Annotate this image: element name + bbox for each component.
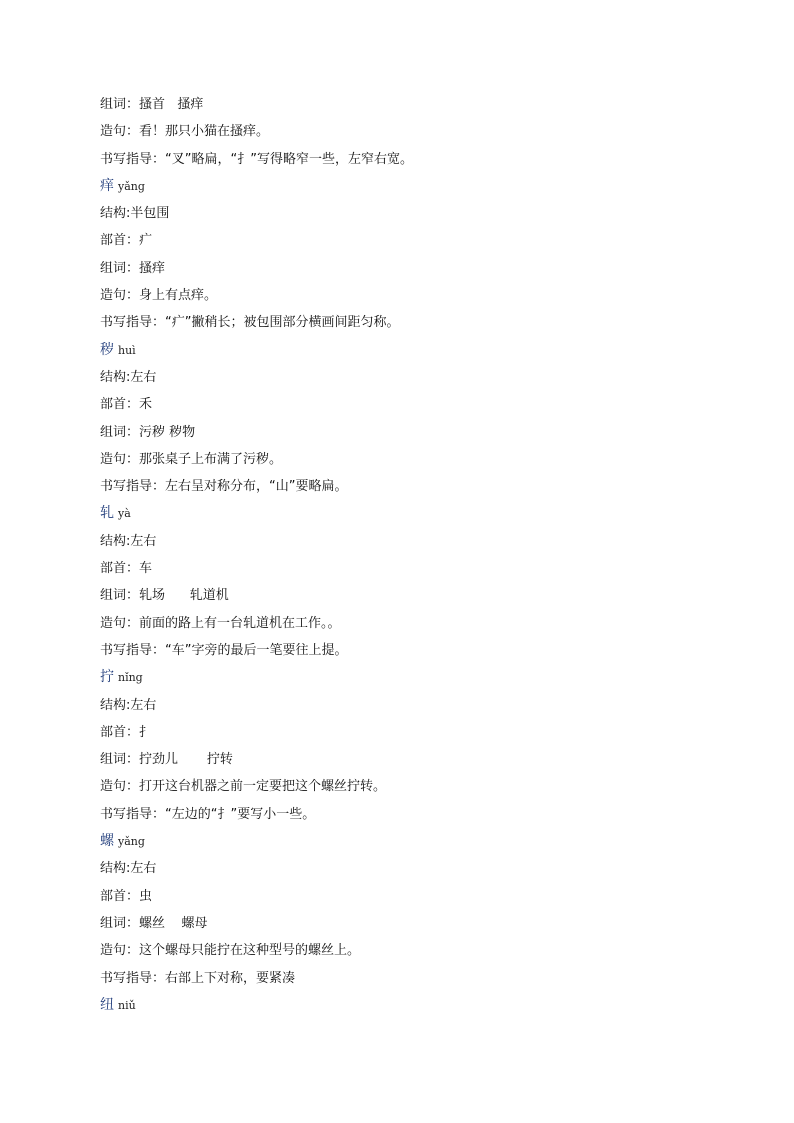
text-line: 书写指导：“叉”略扁，“扌”写得略窄一些，左窄右宽。 <box>100 151 413 167</box>
character-heading <box>100 664 700 691</box>
heading-character: 纽 <box>100 996 114 1013</box>
heading-pinyin: yǎng <box>118 179 145 193</box>
text-line: 造句：身上有点痒。 <box>100 288 218 304</box>
heading-character: 痒 <box>100 177 114 194</box>
heading-character: 秽 <box>100 341 114 358</box>
text-line: 部首：虫 <box>100 888 153 904</box>
text-line: 结构:左右 <box>100 533 157 549</box>
text-line: 结构:半包围 <box>100 206 170 222</box>
heading-pinyin: yà <box>118 507 131 521</box>
character-heading <box>100 992 700 1019</box>
text-line: 造句：那张桌子上布满了污秽。 <box>100 451 283 467</box>
heading-character: 轧 <box>100 505 114 522</box>
text-line: 部首：车 <box>100 561 153 577</box>
text-line: 造句：这个螺母只能拧在这种型号的螺丝上。 <box>100 943 361 959</box>
text-line: 书写指导：左右呈对称分布，“山”要略扁。 <box>100 479 348 495</box>
text-line: 组词：搔首 搔痒 <box>100 97 204 112</box>
text-line: 书写指导：“疒”撇稍长；被包围部分横画间距匀称。 <box>100 315 400 331</box>
text-line: 组词：轧场 轧道机 <box>100 588 229 604</box>
heading-pinyin: yǎng <box>118 835 145 849</box>
text-line: 结构:左右 <box>100 369 157 385</box>
text-line: 部首：扌 <box>100 724 153 740</box>
text-line: 组词：搔痒 <box>100 260 166 276</box>
text-line: 书写指导：“车”字旁的最后一笔要往上提。 <box>100 642 348 658</box>
text-line: 组词：拧劲儿 拧转 <box>100 752 233 768</box>
text-line: 造句：打开这台机器之前一定要把这个螺丝拧转。 <box>100 779 387 795</box>
text-line: 组词：污秽 秽物 <box>100 424 196 440</box>
text-line: 结构:左右 <box>100 861 157 877</box>
heading-pinyin: nǐng <box>118 671 143 685</box>
text-line: 结构:左右 <box>100 697 157 713</box>
text-line: 部首：疒 <box>100 233 153 249</box>
text-line: 造句：看！那只小猫在搔痒。 <box>100 124 270 140</box>
heading-pinyin: niǔ <box>118 998 136 1012</box>
character-heading <box>100 500 700 527</box>
heading-pinyin: huì <box>118 343 136 357</box>
character-heading <box>100 173 700 200</box>
heading-character: 拧 <box>100 669 114 686</box>
character-heading <box>100 828 700 855</box>
text-line: 书写指导：“左边的“扌”要写小一些。 <box>100 806 316 822</box>
heading-character: 螺 <box>100 833 114 850</box>
document-content <box>100 91 700 1019</box>
text-line: 造句：前面的路上有一台轧道机在工作。。 <box>100 615 341 631</box>
text-line: 部首：禾 <box>100 397 153 413</box>
character-heading <box>100 337 700 364</box>
text-line: 书写指导：右部上下对称，要紧凑 <box>100 970 296 986</box>
text-line: 组词：螺丝 螺母 <box>100 915 208 931</box>
